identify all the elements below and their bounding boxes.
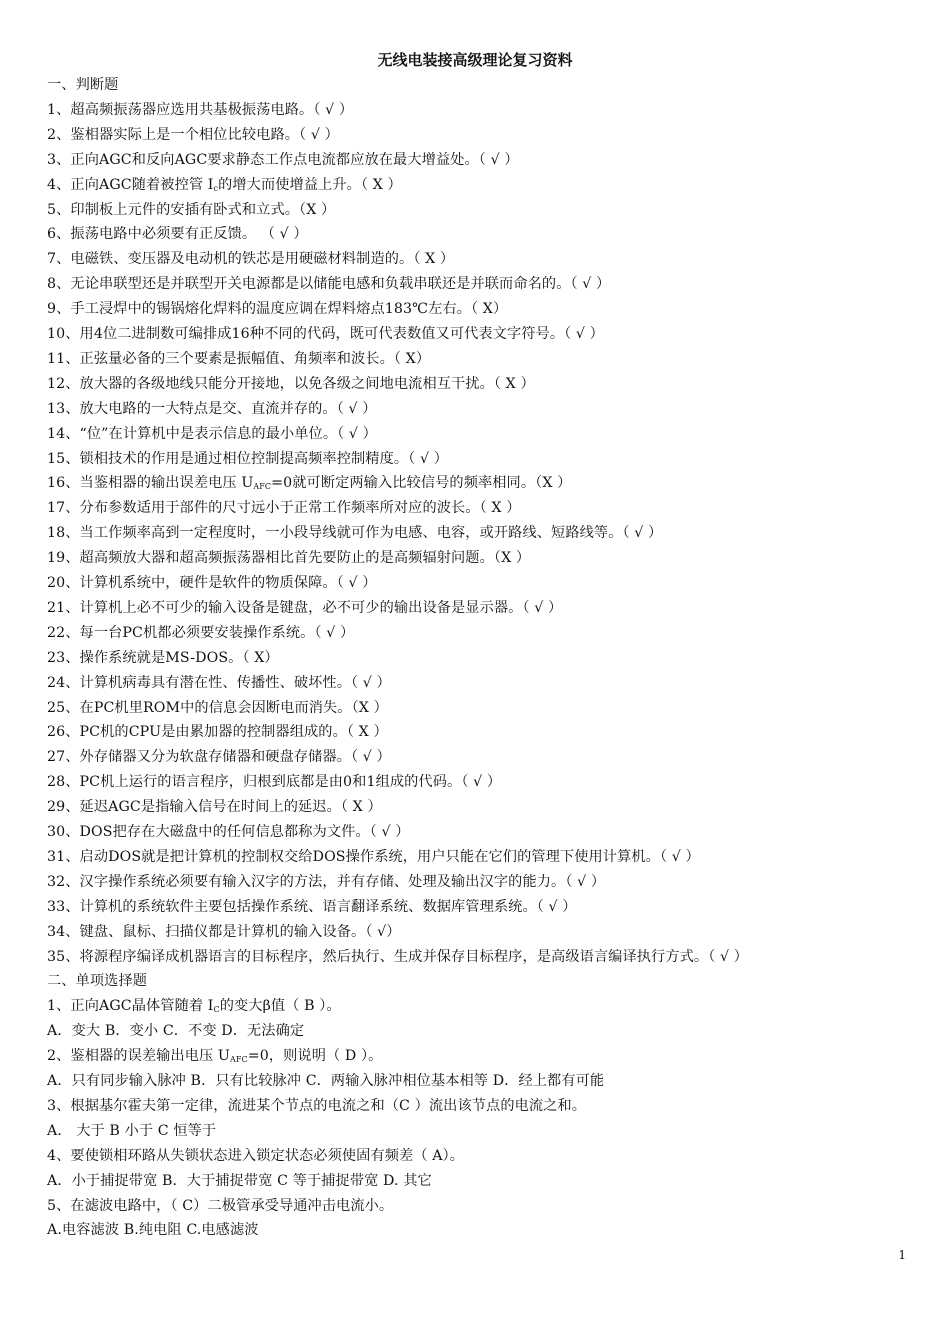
choice-item: A.电容滤波 B.纯电阻 C.电感滤波 [47,1222,259,1239]
judgment-item: 12、放大器的各级地线只能分开接地，以免各级之间地电流相互干扰。（ X ） [47,375,535,392]
judgment-item: 17、分布参数适用于部件的尺寸远小于正常工作频率所对应的波长。（ X ） [47,500,521,517]
section-heading-judgment: 一、判断题 [47,77,119,93]
judgment-item: 33、计算机的系统软件主要包括操作系统、语言翻译系统、数据库管理系统。（ √ ） [47,898,577,915]
judgment-item: 13、放大电路的一大特点是交、直流并存的。（ √ ） [47,400,377,417]
judgment-item: 7、电磁铁、变压器及电动机的铁芯是用硬磁材料制造的。（ X ） [47,251,455,268]
judgment-item: 3、正向AGC和反向AGC要求静态工作点电流都应放在最大增益处。（ √ ） [47,151,519,168]
judgment-item: 1、超高频振荡器应选用共基极振荡电路。（ √ ） [47,101,354,118]
judgment-item: 21、计算机上必不可少的输入设备是键盘，必不可少的输出设备是显示器。（ √ ） [47,599,563,616]
judgment-item: 30、DOS把存在大磁盘中的任何信息都称为文件。（ √ ） [47,824,410,840]
choice-item: 5、在滤波电路中，（ C）二极管承受导通冲击电流小。 [47,1197,394,1214]
judgment-item: 10、用4位二进制数可编排成16种不同的代码，既可代表数值又可代表文字符号。（ √ ） [47,326,604,342]
choice-item: 1、正向AGC晶体管随着 $I_C$的变大β值（ B ）。 [47,998,341,1015]
judgment-item: 16、当鉴相器的输出误差电压 $U_{AFC}=0$就可断定两输入比较信号的频率相同。（X ） [47,475,572,492]
choice-item: 2、鉴相器的误差输出电压 $U_{AFC}=0$，则说明（ D ）。 [47,1048,383,1065]
judgment-item: 18、当工作频率高到一定程度时，一小段导线就可作为电感、电容，或开路线、短路线等。（ √ ） [47,525,663,542]
choice-item: 3、根据基尔霍夫第一定律，流进某个节点的电流之和（C ）流出该节点的电流之和。 [47,1097,587,1114]
choice-item: A．变大 B．变小 C．不变 D．无法确定 [47,1023,305,1040]
judgment-item: 23、操作系统就是MS-DOS。（ X） [47,649,279,666]
judgment-item: 34、键盘、鼠标、扫描仪都是计算机的输入设备。（ √） [47,923,401,940]
judgment-item: 31、启动DOS就是把计算机的控制权交给DOS操作系统，用户只能在它们的管理下使用计算机。（ √ ） [47,848,700,865]
judgment-item: 11、正弦量必备的三个要素是振幅值、角频率和波长。（ X） [47,350,431,367]
judgment-item: 2、鉴相器实际上是一个相位比较电路。（ √ ） [47,126,339,143]
judgment-item: 19、超高频放大器和超高频振荡器相比首先要防止的是高频辐射问题。（X ） [47,550,531,567]
judgment-item: 28、PC机上运行的语言程序，归根到底都是由0和1组成的代码。（ √ ） [47,774,502,791]
judgment-item: 32、汉字操作系统必须要有输入汉字的方法，并有存储、处理及输出汉字的能力。（ √ ） [47,873,606,890]
judgment-item: 9、手工浸焊中的锡锅熔化焊料的温度应调在焊料熔点183℃左右。（ X） [47,301,508,318]
judgment-item: 27、外存储器又分为软盘存储器和硬盘存储器。（ √ ） [47,749,391,766]
judgment-item: 14、“位”在计算机中是表示信息的最小单位。（ √ ） [47,425,377,442]
choice-item: A．小于捕捉带宽 B．大于捕捉带宽 C 等于捕捉带宽 D. 其它 [47,1172,432,1189]
judgment-item: 6、振荡电路中必须要有正反馈。 （ √ ） [47,226,308,243]
page-number: 1 [898,1248,906,1262]
choice-item: A．只有同步输入脉冲 B．只有比较脉冲 C．两输入脉冲相位基本相等 D．经上都有可能 [47,1073,605,1089]
judgment-item: 25、在PC机里ROM中的信息会因断电而消失。（X ） [47,699,388,716]
judgment-item: 20、计算机系统中，硬件是软件的物质保障。（ √ ） [47,575,377,591]
choice-item: 4、要使锁相环路从失锁状态进入锁定状态必须使固有频差（ A）。 [47,1147,465,1164]
choice-item: A． 大于 B 小于 C 恒等于 [47,1122,217,1139]
judgment-item: 8、无论串联型还是并联型开关电源都是以储能电感和负载串联还是并联而命名的。（ √ ） [47,276,611,293]
judgment-item: 5、印制板上元件的安插有卧式和立式。（X ） [47,201,336,218]
judgment-item: 24、计算机病毒具有潜在性、传播性、破坏性。（ √ ） [47,674,391,691]
judgment-item: 4、正向AGC随着被控管 $I_c$的增大而使增益上升。（ X ） [47,176,402,193]
judgment-item: 15、锁相技术的作用是通过相位控制提高频率控制精度。（ √ ） [47,450,448,467]
judgment-item: 35、将源程序编译成机器语言的目标程序，然后执行、生成并保存目标程序，是高级语言编译执行方式。（ √ ） [47,948,749,965]
judgment-item: 26、PC机的CPU是由累加器的控制器组成的。（ X ） [47,724,388,741]
judgment-item: 22、每一台PC机都必须要安装操作系统。（ √ ） [47,624,355,641]
judgment-item: 29、延迟AGC是指输入信号在时间上的延迟。（ X ） [47,799,382,816]
section-heading-choice: 二、单项选择题 [47,973,148,990]
document-title: 无线电装接高级理论复习资料 [377,51,573,69]
